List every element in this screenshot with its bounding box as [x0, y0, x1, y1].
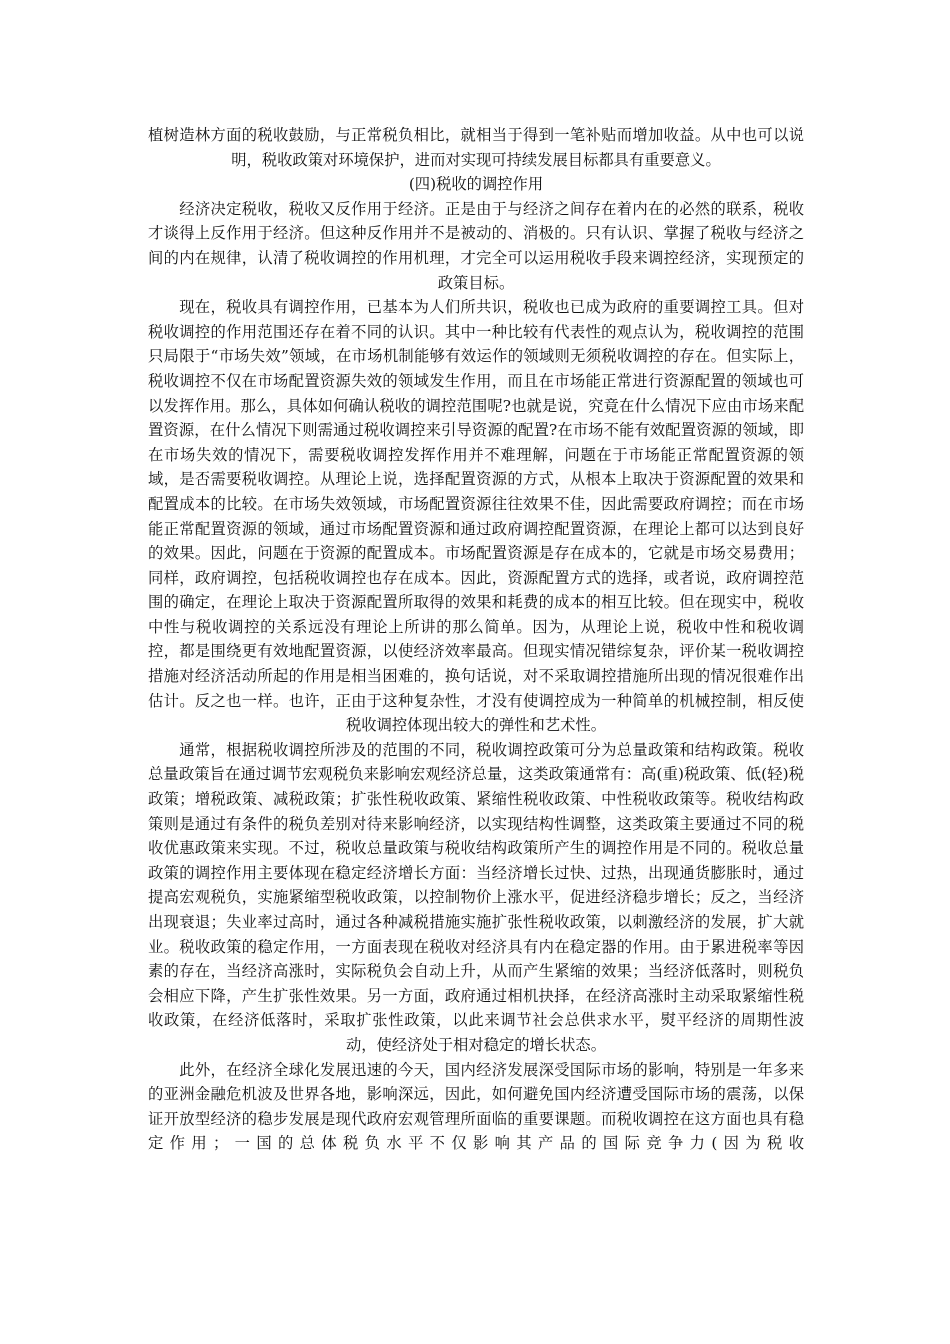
paragraph-globalization: 此外，在经济全球化发展迅速的今天，国内经济发展深受国际市场的影响，特别是一年多来的亚洲金融危机波及世界各地，影响深远，因此，如何避免国内经济遭受国际市场的震荡，以保证开放型经济的稳步发展是现代政府宏观管理所面临的重要课题。而税收调控在这方面也具有稳定作用；一国的总体税负水平不仅影响其产品的国际竞争力(因为税收 — [148, 1060, 804, 1153]
document-page — [148, 123, 804, 1156]
paragraph-aggregate-structural-policy: 通常，根据税收调控所涉及的范围的不同，税收调控政策可分为总量政策和结构政策。税收总量政策旨在通过调节宏观税负来影响宏观经济总量，这类政策通常有：高(重)税政策、低(轻)税政策；增税政策、减税政策；扩张性税收政策、紧缩性税收政策、中性税收政策等。税收结构政策则是通过有条件的税负差别对待来影响经济，以实现结构性调整，这类政策主要通过不同的税收优惠政策来实现。不过，税收总量政策与税收结构政策所产生的调控作用是不同的。税收总量政策的调控作用主要体现在稳定经济增长方面：当经济增长过快、过热，出现通货膨胀时，通过提高宏观税负，实施紧缩型税收政策，以控制物价上涨水平，促进经济稳步增长；反之，当经济出现衰退；失业率过高时，通过各种减税措施实施扩张性税收政策，以刺激经济的发展，扩大就业。税收政策的稳定作用，一方面表现在税收对经济具有内在稳定器的作用。由于累进税率等因素的存在，当经济高涨时，实际税负会自动上升，从而产生紧缩的效果；当经济低落时，则税负会相应下降，产生扩张性效果。另一方面，政府通过相机抉择，在经济高涨时主动采取紧缩性税收政策，在经济低落时，采取扩张性政策，以此来调节社会总供求水平，熨平经济的周期性波动，使经济处于相对稳定的增长状态。 — [148, 740, 804, 1054]
section-heading: (四)税收的调控作用 — [408, 175, 544, 194]
paragraph-environment-conclusion: 植树造林方面的税收鼓励，与正常税负相比，就相当于得到一笔补贴而增加收益。从中也可以说明，税收政策对环境保护，进而对实现可持续发展目标都具有重要意义。 — [148, 126, 804, 169]
paragraph-control-scope: 现在，税收具有调控作用，已基本为人们所共识，税收也已成为政府的重要调控工具。但对税收调控的作用范围还存在着不同的认识。其中一种比较有代表性的观点认为，税收调控的范围只局限于“市场失效”领域，在市场机制能够有效运作的领域则无须税收调控的存在。但实际上，税收调控不仅在市场配置资源失效的领域发生作用，而且在市场能正常进行资源配置的领域也可以发挥作用。那么，具体如何确认税收的调控范围呢?也就是说，究竟在什么情况下应由市场来配置资源，在什么情况下则需通过税收调控来引导资源的配置?在市场不能有效配置资源的领域，即在市场失效的情况下，需要税收调控发挥作用并不难理解，问题在于市场能正常配置资源的领域，是否需要税收调控。从理论上说，选择配置资源的方式，从根本上取决于资源配置的效果和配置成本的比较。在市场失效领域，市场配置资源往往效果不佳，因此需要政府调控；而在市场能正常配置资源的领域，通过市场配置资源和通过政府调控配置资源，在理论上都可以达到良好的效果。因此，问题在于资源的配置成本。市场配置资源是存在成本的，它就是市场交易费用；同样，政府调控，包括税收调控也存在成本。因此，资源配置方式的选择，或者说，政府调控范围的确定，在理论上取决于资源配置所取得的效果和耗费的成本的相互比较。但在现实中，税收中性与税收调控的关系远没有理论上所讲的那么简单。因为，从理论上说，税收中性和税收调控，都是围绕更有效地配置资源，以使经济效率最高。但现实情况错综复杂，评价某一税收调控措施对经济活动所起的作用是相当困难的，换句话说，对不采取调控措施所出现的情况很难作出估计。反之也一样。也许，正由于这种复杂性，才没有使调控成为一种简单的机械控制，相反使税收调控体现出较大的弹性和艺术性。 — [148, 298, 804, 735]
paragraph-economy-determines-tax: 经济决定税收，税收又反作用于经济。正是由于与经济之间存在着内在的必然的联系，税收才谈得上反作用于经济。但这种反作用并不是被动的、消极的。只有认识、掌握了税收与经济之间的内在规律，认清了税收调控的作用机理，才完全可以运用税收手段来调控经济，实现预定的政策目标。 — [148, 199, 804, 292]
